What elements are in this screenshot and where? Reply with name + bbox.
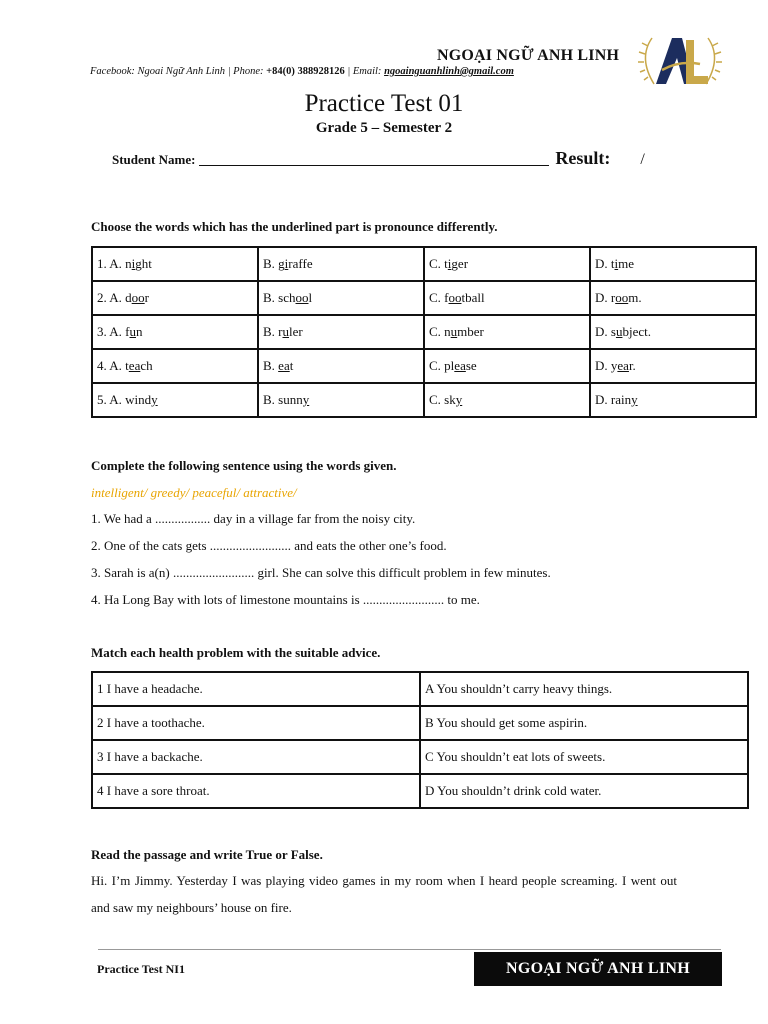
advice-cell: B You should get some aspirin. — [420, 706, 748, 740]
option-text: bject. — [622, 324, 651, 339]
option-cell — [424, 383, 590, 417]
student-name-blank[interactable] — [199, 151, 549, 166]
option-text: m. — [628, 290, 642, 305]
option-cell — [258, 315, 424, 349]
option-text: B. sunn — [263, 392, 303, 407]
advice-cell: A You shouldn’t carry heavy things. — [420, 672, 748, 706]
passage-text: Hi. I’m Jimmy. Yesterday I was playing video games in my room when I heard people screaming. I went out and saw my neighbours’ house on fire. — [91, 873, 677, 915]
footer-test-name: Practice Test NI1 — [97, 962, 185, 976]
table-row — [92, 740, 748, 774]
underlined-part: i — [284, 256, 289, 271]
option-text: ger — [451, 256, 469, 271]
underlined-part: ea — [128, 358, 141, 373]
option-cell — [92, 383, 258, 417]
option-text: 5. A. wind — [97, 392, 152, 407]
phone-number: +84(0) 388928126 — [266, 66, 345, 77]
option-text: ch — [140, 358, 153, 373]
option-text: D. rain — [595, 392, 632, 407]
table-row — [92, 281, 756, 315]
result-slash: / — [640, 151, 645, 168]
email-link[interactable]: ngoainguanhlinh@gmail.com — [384, 66, 514, 77]
option-text: n — [136, 324, 143, 339]
option-text: r — [144, 290, 150, 305]
sentence-1: 1. We had a ................. day in a village far from the noisy city. — [91, 511, 416, 526]
footer-brand: NGOẠI NGỮ ANH LINH — [474, 952, 722, 986]
option-text: D. r — [595, 290, 616, 305]
option-cell — [590, 247, 756, 281]
footer-divider — [98, 949, 721, 950]
underlined-part: i — [131, 256, 136, 271]
section4-heading: Read the passage and write True or False. — [91, 847, 323, 862]
underlined-part: i — [447, 256, 452, 271]
contact-prefix: Facebook: Ngoai Ngữ Anh Linh | Phone: — [90, 66, 267, 77]
underlined-part: oo — [131, 290, 145, 305]
result-label: Result: — [555, 148, 611, 168]
problem-cell: 2 I have a toothache. — [92, 706, 420, 740]
option-text: ght — [135, 256, 152, 271]
option-text: D. t — [595, 256, 615, 271]
option-text: C. pl — [429, 358, 455, 373]
section2-heading: Complete the following sentence using the words given. — [91, 458, 397, 473]
option-text: t — [289, 358, 294, 373]
underlined-part: y — [302, 392, 310, 407]
option-text: B. g — [263, 256, 285, 271]
sentence-2: 2. One of the cats gets ......................... and eats the other one’s food. — [91, 538, 447, 553]
underlined-part: ea — [278, 358, 290, 373]
option-cell — [590, 315, 756, 349]
option-cell — [92, 349, 258, 383]
contact-separator: | Email: — [344, 66, 385, 77]
option-cell — [590, 281, 756, 315]
sentence-3: 3. Sarah is a(n) ......................... girl. She can solve this difficult problem in few minutes. — [91, 565, 551, 580]
option-text: C. sk — [429, 392, 456, 407]
option-text: B. sch — [263, 290, 296, 305]
option-text: B. r — [263, 324, 283, 339]
option-text: 1. A. n — [97, 256, 132, 271]
underlined-part: u — [450, 324, 458, 339]
option-cell — [424, 247, 590, 281]
table-row — [92, 672, 748, 706]
sentence-4: 4. Ha Long Bay with lots of limestone mountains is ......................... to me. — [91, 592, 480, 607]
advice-cell: C You shouldn’t eat lots of sweets. — [420, 740, 748, 774]
brand-logo — [636, 30, 724, 90]
option-text: 4. A. t — [97, 358, 129, 373]
option-cell — [590, 383, 756, 417]
option-text: 3. A. f — [97, 324, 130, 339]
option-text: me — [618, 256, 635, 271]
option-text: tball — [461, 290, 485, 305]
option-text: C. n — [429, 324, 451, 339]
underlined-part: u — [615, 324, 623, 339]
underlined-part: u — [129, 324, 136, 339]
option-cell — [424, 349, 590, 383]
section3-heading: Match each health problem with the suitable advice. — [91, 645, 381, 660]
underlined-part: u — [282, 324, 289, 339]
table-row — [92, 383, 756, 417]
option-text: C. f — [429, 290, 449, 305]
option-text: l — [308, 290, 313, 305]
table-row — [92, 706, 748, 740]
option-text: C. t — [429, 256, 448, 271]
table-row — [92, 247, 756, 281]
option-cell — [92, 315, 258, 349]
option-cell — [258, 247, 424, 281]
table-row — [92, 774, 748, 808]
underlined-part: oo — [448, 290, 462, 305]
table-row — [92, 315, 756, 349]
option-cell — [258, 383, 424, 417]
underlined-part: oo — [615, 290, 629, 305]
underlined-part: ea — [617, 358, 629, 373]
student-name-row — [112, 148, 645, 169]
option-text: r. — [628, 358, 636, 373]
page-title: Practice Test 01 — [304, 90, 464, 117]
underlined-part: oo — [295, 290, 309, 305]
option-text: B. — [263, 358, 279, 373]
problem-cell: 1 I have a headache. — [92, 672, 420, 706]
underlined-part: y — [455, 392, 463, 407]
option-cell — [258, 281, 424, 315]
problem-cell: 4 I have a sore throat. — [92, 774, 420, 808]
option-text: se — [465, 358, 477, 373]
underlined-part: y — [151, 392, 158, 407]
option-cell — [424, 281, 590, 315]
contact-line — [90, 66, 514, 77]
student-name-label: Student Name: — [112, 152, 196, 167]
table-row — [92, 349, 756, 383]
option-text: 2. A. d — [97, 290, 132, 305]
option-text: ler — [289, 324, 303, 339]
underlined-part: i — [614, 256, 619, 271]
option-cell — [92, 247, 258, 281]
advice-cell: D You shouldn’t drink cold water. — [420, 774, 748, 808]
underlined-part: y — [631, 392, 638, 407]
option-cell — [258, 349, 424, 383]
underlined-part: ea — [454, 358, 466, 373]
option-cell — [92, 281, 258, 315]
option-text: D. s — [595, 324, 616, 339]
page-subtitle: Grade 5 – Semester 2 — [315, 120, 453, 136]
match-table — [91, 671, 749, 809]
problem-cell: 3 I have a backache. — [92, 740, 420, 774]
section1-heading: Choose the words which has the underlined part is pronounce differently. — [91, 219, 498, 234]
option-cell — [424, 315, 590, 349]
brand-name: NGOẠI NGỮ ANH LINH — [437, 47, 620, 64]
pronunciation-table — [91, 246, 757, 418]
option-cell — [590, 349, 756, 383]
option-text: D. y — [595, 358, 618, 373]
option-text: mber — [457, 324, 484, 339]
option-text: raffe — [288, 256, 313, 271]
word-bank: intelligent/ greedy/ peaceful/ attractive/ — [91, 485, 297, 500]
